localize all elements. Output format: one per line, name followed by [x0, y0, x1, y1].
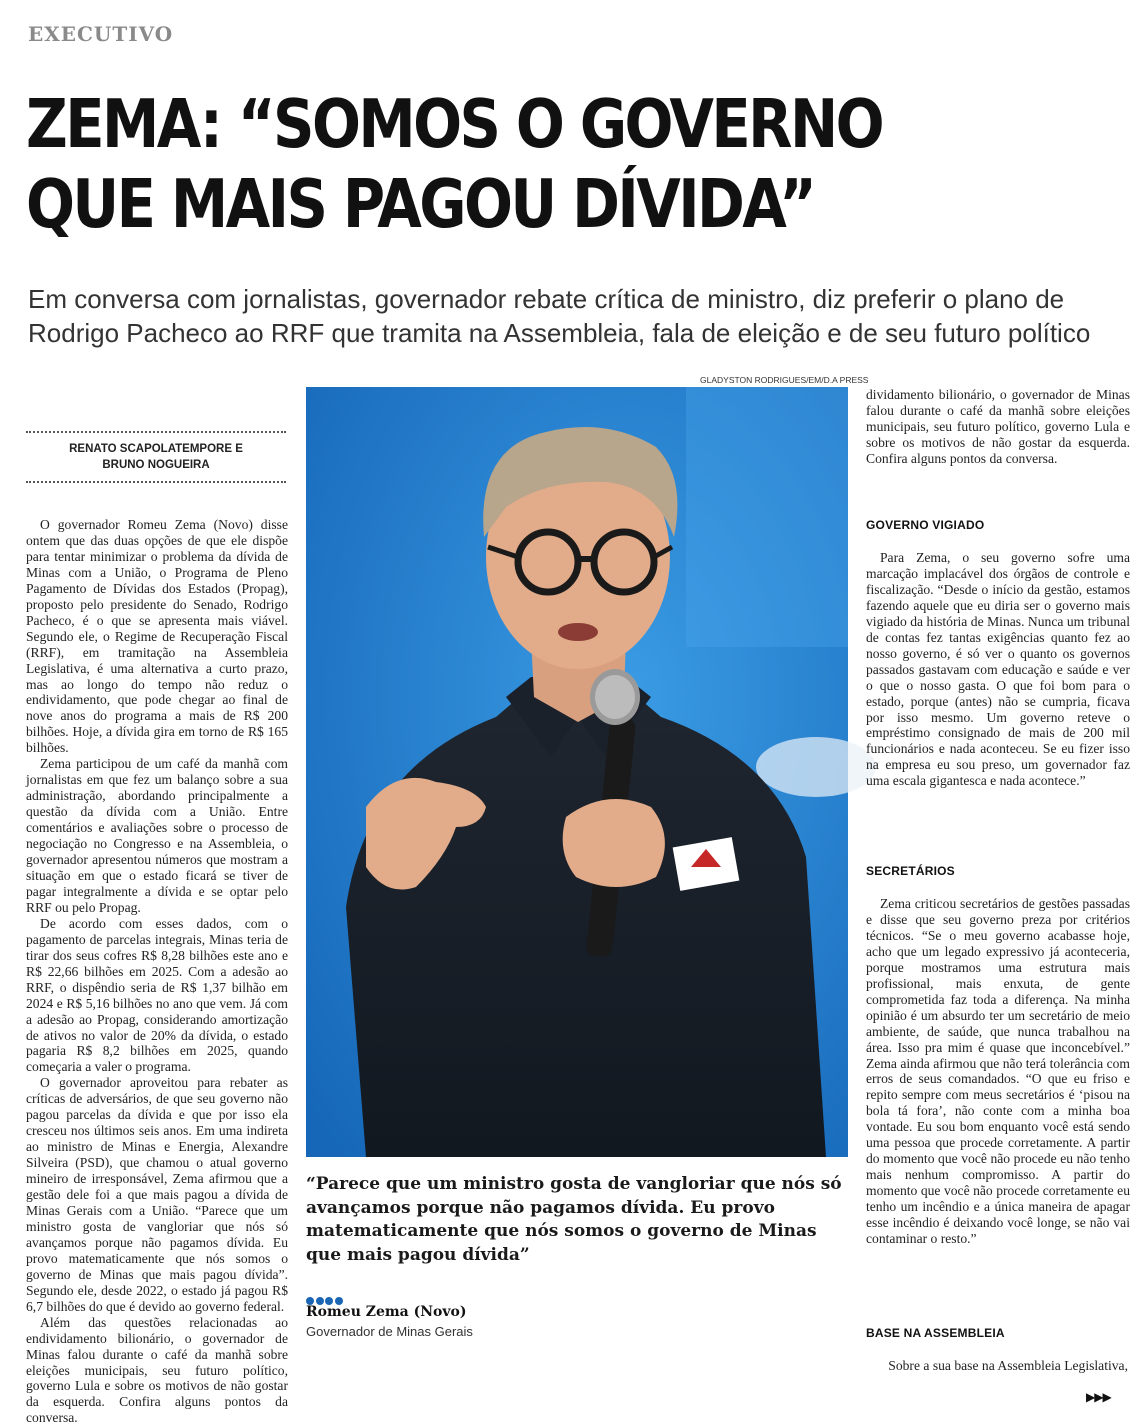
section-label: EXECUTIVO	[28, 22, 174, 46]
pull-quote: “Parece que um ministro gosta de vangloriar que nós só avançamos porque não pagamos dívida. Eu provo matematicamente que nós somos o governo de Minas que mais pagou dívida”	[306, 1174, 842, 1265]
quote-name: Romeu Zema (Novo)	[306, 1304, 467, 1320]
paragraph-continuation: Sobre a sua base na Assembleia Legislativa,	[888, 1358, 1128, 1373]
headline-line-2: QUE MAIS PAGOU DÍVIDA”	[26, 165, 815, 243]
paragraph: Para Zema, o seu governo sofre uma marcação implacável dos órgãos de controle e fiscalização. “Desde o início da gestão, estamos fazendo aquele que eu diria ser o governo mais vigiado da história de Minas. Nunca um tribunal de contas fez tantas exigências quanto fez ao nosso governo, é só ver o quanto os governos passados gastavam com educação e saúde e ver o que o nosso gasta. O que foi bom para o estado, porque (antes) não se cumpria, ficava por isso mesmo. Um governo reteve o empréstimo consignado de mais de 200 mil funcionários e nada aconteceu. Se eu fizer isso na empresa eu sou preso, um governador faz uma escala gigantesca e nada acontece.”	[866, 550, 1130, 789]
paragraph: Além das questões relacionadas ao endividamento bilionário, o governador de Minas falou durante o café da manhã sobre eleições municipais, seu futuro político, governo Lula e sobre os motivos de não gostar da esquerda. Confira alguns pontos da conversa.	[26, 1314, 288, 1426]
quote-role: Governador de Minas Gerais	[306, 1324, 473, 1339]
deck-line-2: Rodrigo Pacheco ao RRF que tramita na Assembleia, fala de eleição e de seu futuro político	[28, 318, 1091, 348]
paragraph: dividamento bilionário, o governador de Minas falou durante o café da manhã sobre eleições municipais, seu futuro político, governo Lula e sobre os motivos de não gostar da esquerda. Confira alguns pontos da conversa.	[866, 387, 1130, 466]
byline-line-1: RENATO SCAPOLATEMPORE E	[69, 443, 243, 455]
article-column-left	[26, 517, 288, 1426]
subhead-secretarios: SECRETÁRIOS	[866, 864, 955, 878]
article-column-secretarios	[866, 896, 1130, 1247]
deck-subtitle	[28, 282, 1128, 350]
paragraph: De acordo com esses dados, com o pagamento de parcelas integrais, Minas teria de tirar dos seus cofres R$ 8,28 bilhões este ano e R$ 22,66 bilhões em 2025. Com a adesão ao RRF, o dispêndio seria de R$ 1,37 bilhão em 2024 e R$ 5,16 bilhões no ano que vem. Já com a adesão ao Propag, considerando amortização de ativos no valor de 20% da dívida, o estado pagaria R$ 8,2 bilhões em 2025, quando começaria a valer o programa.	[26, 915, 288, 1075]
paragraph: Zema criticou secretários de gestões passadas e disse que seu governo preza por critérios técnicos. “Se o meu governo acabasse hoje, acho que um legado expressivo já aconteceria, porque mostramos uma estrutura mais profissional, mais enxuta, de gente comprometida faz toda a diferença. Na minha opinião é um absurdo ter um secretário de meio ambiente, de saúde, que nunca trabalhou na área. Isso pra mim é quase que inconcebível.” Zema ainda afirmou que não terá tolerância com erros de seus comandados. “O que eu friso e repito sempre com meus secretários é ‘pisou na bola tá fora’, não conte com a minha boa vontade. Eu sou bom enquanto você está sendo uma pessoa que procede corretamente. A partir do momento que você não procede eu não tenho mais nenhum compromisso. A partir do momento que você não procede corretamente eu tenho um incêndio e a única maneira de apagar esse incêndio é deixando você longe, se não vai contaminar o resto.”	[866, 896, 1130, 1247]
continue-arrows-icon: ▶▶▶	[1086, 1390, 1111, 1404]
photo-governor	[306, 387, 848, 1157]
deck-line-1: Em conversa com jornalistas, governador rebate crítica de ministro, diz preferir o plano de	[28, 284, 1065, 314]
article-column-governo	[866, 550, 1130, 789]
governor-illustration	[306, 387, 848, 1157]
photo-credit: GLADYSTON RODRIGUES/EM/D.A PRESS	[700, 375, 869, 385]
paragraph: O governador Romeu Zema (Novo) disse ontem que das duas opções de que ele dispõe para tentar minimizar o problema da dívida de Minas com a União, o Programa de Pleno Pagamento de Dívidas dos Estados (Propag), proposto pelo presidente do Senado, Rodrigo Pacheco, é o que se apresenta mais viável. Segundo ele, o Regime de Recuperação Fiscal (RRF), em tramitação na Assembleia Legislativa, é uma alternativa a curto prazo, mas ao longo do tempo não reduz o endividamento, que pode chegar ao final de nove anos do programa a mais de R$ 200 bilhões. Hoje, a dívida gira em torno de R$ 165 bilhões.	[26, 517, 288, 756]
article-column-right-top	[866, 387, 1130, 467]
byline-line-2: BRUNO NOGUEIRA	[102, 459, 210, 471]
subhead-base-assembleia: BASE NA ASSEMBLEIA	[866, 1326, 1005, 1340]
byline	[26, 431, 286, 483]
headline	[26, 84, 972, 244]
subhead-governo-vigiado: GOVERNO VIGIADO	[866, 518, 985, 532]
headline-line-1: ZEMA: “SOMOS O GOVERNO	[26, 85, 883, 163]
paragraph: Zema participou de um café da manhã com jornalistas em que fez um balanço sobre a sua administração, abordando principalmente a questão da dívida com a União. Entre comentários e avaliações sobre o processo de negociação no Congresso e na Assembleia, o governador apresentou números que mostram a situação em que o estado ficará se tiver de pagar integralmente a dívida e se optar pelo RRF ou pelo Propag.	[26, 756, 288, 915]
paragraph: O governador aproveitou para rebater as críticas de adversários, de que seu governo não pagou parcelas da dívida e que por isso ela cresceu nos últimos seis anos. Em uma indireta ao ministro de Minas e Energia, Alexandre Silveira (PSD), que chamou o atual governo mineiro de irresponsável, Zema afirmou que a gestão dele foi a que mais pagou a dívida de Minas Gerais com a União. “Parece que um ministro gosta de vangloriar que nós só avançamos porque não pagamos dívida. Eu provo matematicamente que nós somos o governo de Minas que mais pagou dívida”. Segundo ele, desde 2022, o estado já pagou R$ 6,7 bilhões do que é devido ao governo federal.	[26, 1075, 288, 1314]
